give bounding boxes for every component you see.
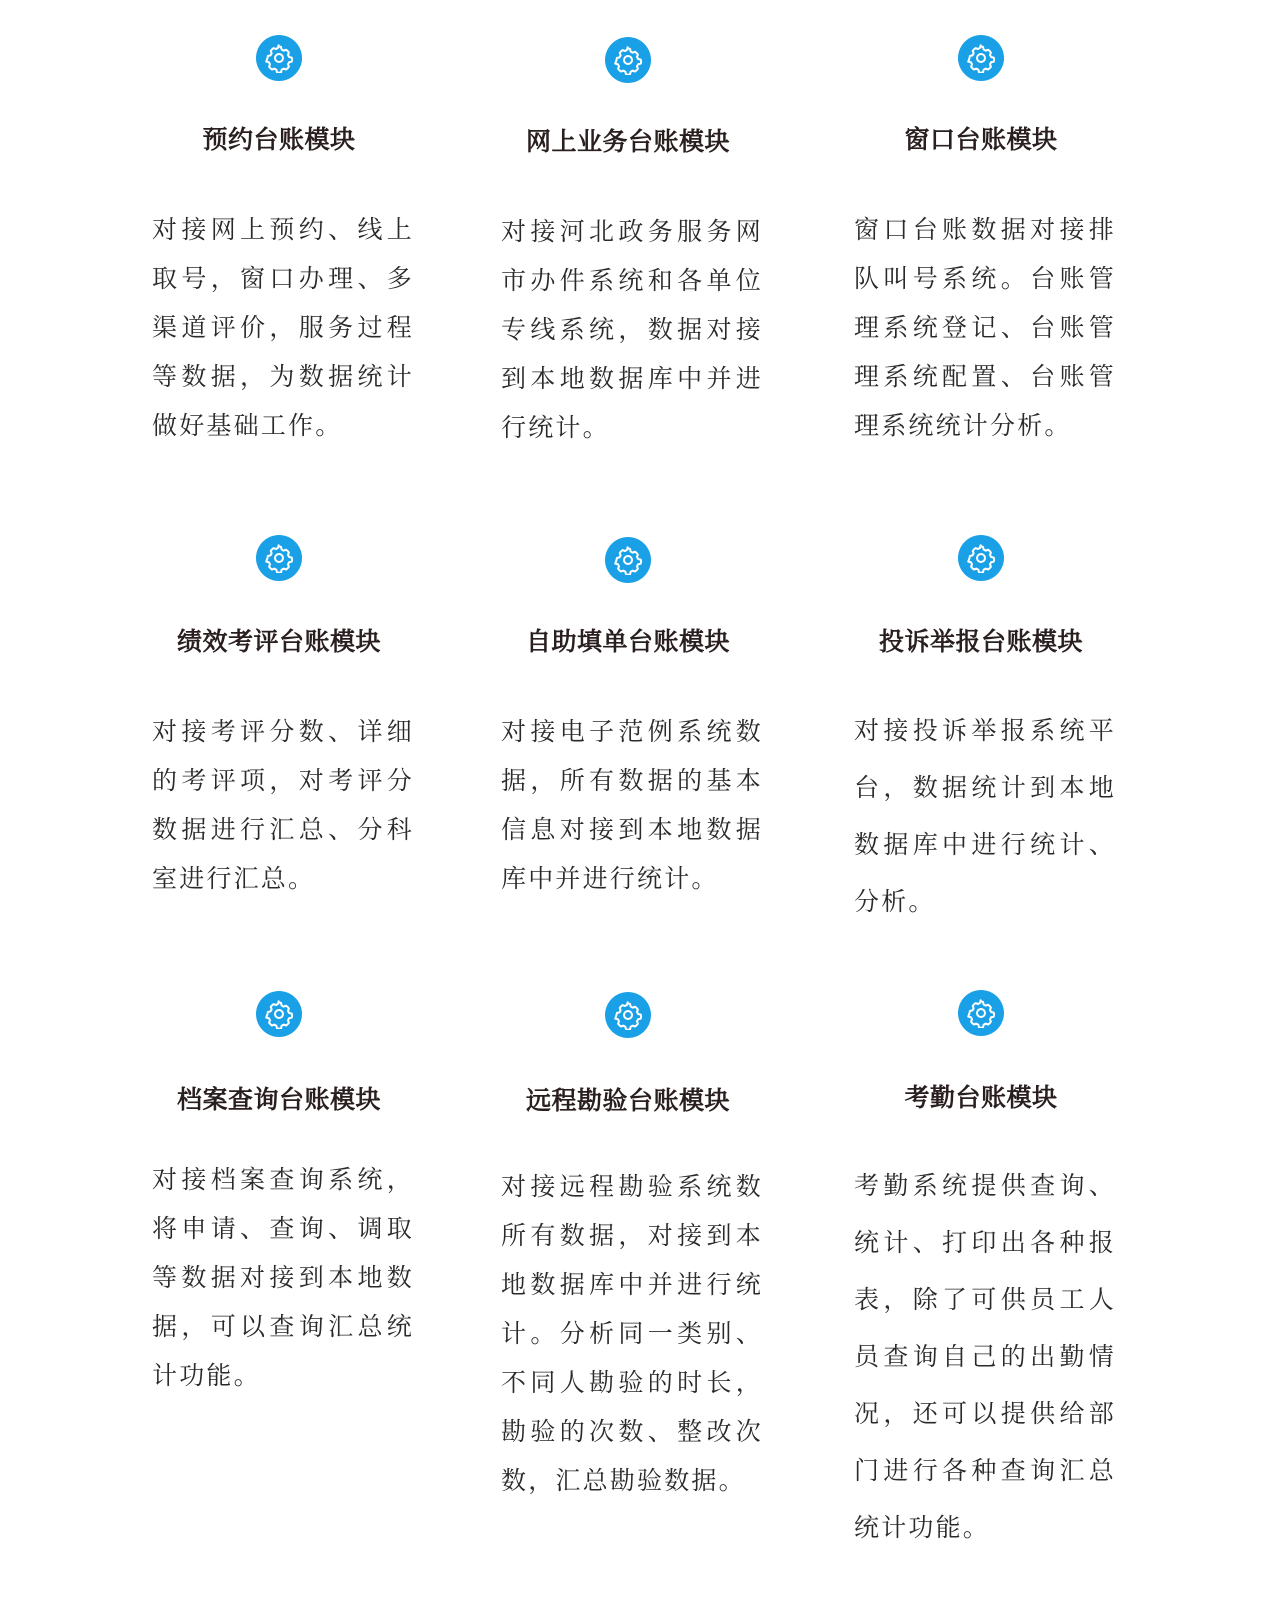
module-description: 对接考评分数、详细的考评项，对考评分数据进行汇总、分科室进行汇总。 — [152, 717, 414, 893]
gear-icon — [256, 35, 302, 81]
module-description: 窗口台账数据对接排队叫号系统。台账管理系统登记、台账管理系统配置、台账管理系统统计分析。 — [854, 215, 1116, 440]
module-title: 远程勘验台账模块 — [525, 1086, 730, 1115]
module-title: 窗口台账模块 — [904, 125, 1058, 154]
module-title: 考勤台账模块 — [904, 1083, 1058, 1112]
gear-icon — [605, 992, 651, 1038]
gear-icon — [958, 990, 1004, 1036]
module-title: 自助填单台账模块 — [525, 627, 730, 656]
module-description: 对接档案查询系统，将申请、查询、调取等数据对接到本地数据，可以查询汇总统计功能。 — [152, 1165, 414, 1390]
gear-icon — [256, 991, 302, 1037]
module-description: 对接河北政务服务网市办件系统和各单位专线系统，数据对接到本地数据库中并进行统计。 — [501, 217, 763, 442]
module-title: 预约台账模块 — [202, 125, 356, 154]
module-description: 对接网上预约、线上取号，窗口办理、多渠道评价，服务过程等数据，为数据统计做好基础工作。 — [152, 215, 414, 440]
module-description: 考勤系统提供查询、统计、打印出各种报表，除了可供员工人员查询自己的出勤情况，还可以提供给部门进行各种查询汇总统计功能。 — [854, 1171, 1116, 1542]
gear-icon — [605, 537, 651, 583]
module-title: 档案查询台账模块 — [176, 1085, 381, 1114]
module-title: 绩效考评台账模块 — [176, 627, 381, 656]
module-title: 投诉举报台账模块 — [878, 627, 1083, 656]
module-title: 网上业务台账模块 — [525, 127, 730, 156]
module-description: 对接电子范例系统数据，所有数据的基本信息对接到本地数据库中并进行统计。 — [501, 717, 763, 893]
gear-icon — [605, 37, 651, 83]
module-description: 对接远程勘验系统数所有数据，对接到本地数据库中并进行统计。分析同一类别、不同人勘验的时长，勘验的次数、整改次数，汇总勘验数据。 — [501, 1172, 763, 1495]
gear-icon — [958, 35, 1004, 81]
gear-icon — [958, 535, 1004, 581]
module-description: 对接投诉举报系统平台，数据统计到本地数据库中进行统计、分析。 — [854, 716, 1116, 916]
gear-icon — [256, 535, 302, 581]
